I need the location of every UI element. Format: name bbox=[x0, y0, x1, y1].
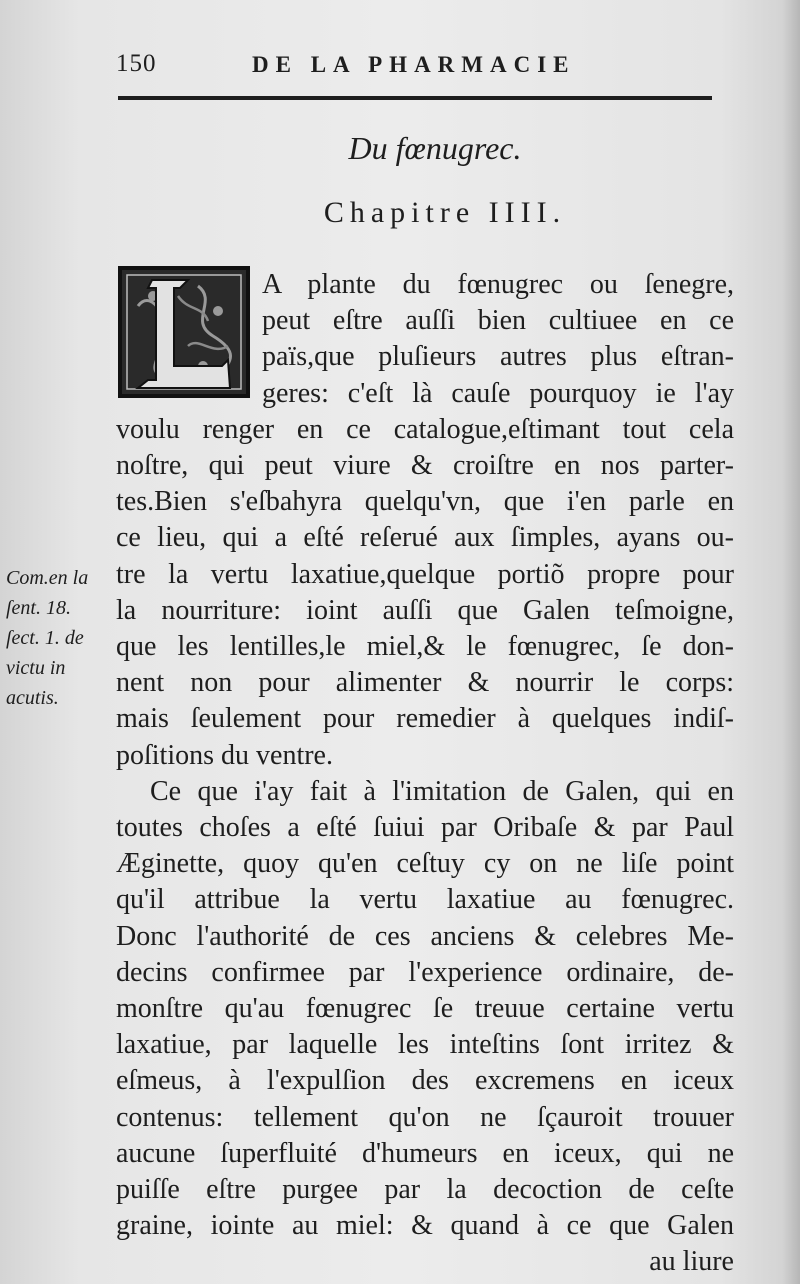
running-head bbox=[112, 50, 712, 90]
text-line: decins confirmee par l'experience ordinaire, de- bbox=[116, 956, 734, 988]
text-line: mais ſeulement pour remedier à quelques indiſ- bbox=[116, 703, 734, 735]
text-line: geres: c'eſt là cauſe pourquoy ie l'ay bbox=[262, 377, 734, 409]
text-line: tre la vertu laxatiue,quelque portiõ propre pour bbox=[116, 558, 734, 590]
text-line: que les lentilles,le miel,& le fœnugrec, ſe don- bbox=[116, 631, 734, 662]
margin-note-line: Com.en la bbox=[6, 567, 89, 589]
text-line: toutes choſes a eſté ſuiui par Oribaſe & par Paul bbox=[116, 812, 734, 843]
running-head-title: DE LA PHARMACIE bbox=[252, 52, 576, 77]
text-line: monſtre qu'au fœnugrec ſe treuue certaine vertu bbox=[116, 993, 734, 1024]
header-rule bbox=[118, 96, 712, 100]
text-line: païs,que pluſieurs autres plus eſtran- bbox=[262, 341, 734, 373]
catchword: au liure bbox=[649, 1246, 734, 1278]
text-line: poſitions du ventre. bbox=[116, 739, 333, 771]
text-line: Ce que i'ay fait à l'imitation de Galen, qui en bbox=[150, 775, 734, 807]
text-line: laxatiue, par laquelle les inteſtins ſont irritez & bbox=[116, 1029, 734, 1061]
text-line: la nourriture: ioint auſſi que Galen teſmoigne, bbox=[116, 594, 734, 626]
text-line: eſmeus, à l'expulſion des excremens en iceux bbox=[116, 1065, 734, 1097]
text-line: A plante du fœnugrec ou ſenegre, bbox=[262, 269, 734, 300]
text-line: puiſſe eſtre purgee par la decoction de ceſte bbox=[116, 1174, 734, 1205]
text-line: peut eſtre auſſi bien cultiuee en ce bbox=[262, 305, 734, 337]
text-line: voulu renger en ce catalogue,eſtimant tout cela bbox=[116, 413, 734, 445]
text-line: nent non pour alimenter & nourrir le corps: bbox=[116, 667, 734, 699]
text-line: ce lieu, qui a eſté reſerué aux ſimples, ayans ou- bbox=[116, 522, 734, 554]
page-number: 150 bbox=[116, 50, 157, 77]
text-line: tes.Bien s'eſbahyra quelqu'vn, que i'en parle en bbox=[116, 486, 734, 518]
margin-note-line: acutis. bbox=[6, 687, 59, 709]
section-title: Du fœnugrec. bbox=[348, 130, 522, 166]
text-line: graine, iointe au miel: & quand à ce que Galen bbox=[116, 1210, 734, 1242]
ornate-initial-L-icon bbox=[118, 266, 250, 398]
margin-note-line: ſect. 1. de bbox=[6, 627, 84, 649]
margin-note-line: victu in bbox=[6, 657, 66, 679]
text-line: noſtre, qui peut viure & croiſtre en nos parter- bbox=[116, 450, 734, 481]
chapter-title: Chapitre IIII. bbox=[323, 196, 567, 229]
page-edge-shadow bbox=[782, 0, 800, 1284]
text-line: qu'il attribue la vertu laxatiue au fœnugrec. bbox=[116, 884, 734, 916]
text-line: Æginette, quoy qu'en ceſtuy cy on ne liſe point bbox=[116, 848, 734, 880]
margin-note-line: ſent. 18. bbox=[6, 597, 71, 619]
text-line: Donc l'authorité de ces anciens & celebres Me- bbox=[116, 920, 734, 952]
text-line: contenus: tellement qu'on ne ſçauroit trouuer bbox=[116, 1101, 734, 1133]
text-line: aucune ſuperfluité d'humeurs en iceux, qui ne bbox=[116, 1137, 734, 1169]
